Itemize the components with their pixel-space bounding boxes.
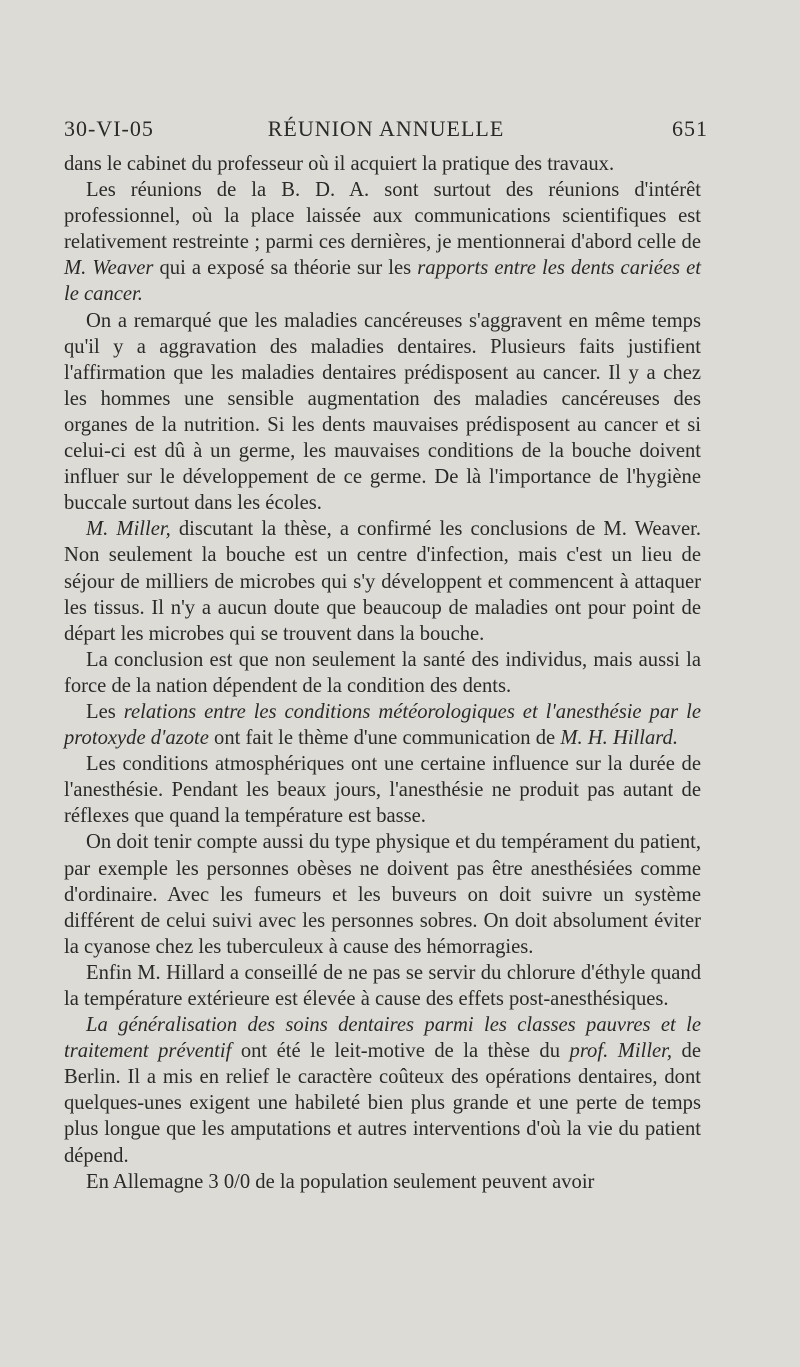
paragraph (64, 1169, 701, 1195)
italic-text: rapports entre les dents cariées et le cancer. (64, 257, 701, 306)
text-run: Les réunions de la B. D. A. sont surtout des réunions d'intérêt professionnel, où la place laissée aux communications scientifiques est relativement restreinte ; parmi ces dernières, je mentionnerai d'abord celle de (64, 179, 701, 254)
paragraph (64, 647, 701, 699)
italic-text: M. H. Hillard. (560, 727, 678, 750)
italic-text: La généralisation des soins dentaires parmi les classes pauvres et le traitement préventif (64, 1014, 701, 1063)
body-text (64, 151, 701, 1195)
text-run: de Berlin. Il a mis en relief le caractère coûteux des opérations dentaires, dont quelques-unes exigent une habileté bien plus grande et une perte de temps plus longue que les amputations et autres interventions d'où la vie du patient dépend. (64, 1040, 701, 1167)
running-header (64, 116, 708, 150)
text-run: En Allemagne 3 0/0 de la population seulement peuvent avoir (86, 1170, 595, 1193)
text-run: ont été le leit-motive de la thèse du (231, 1040, 570, 1063)
text-run: discutant la thèse, a confirmé les conclusions de M. Weaver. Non seulement la bouche est un centre d'infection, mais c'est un lieu de séjour de milliers de microbes qui s'y développent et commencent à attaquer les tissus. Il n'y a aucun doute que beaucoup de maladies ont pour point de départ les microbes qui se trouvent dans la bouche. (64, 518, 701, 645)
page-number: 651 (672, 116, 708, 141)
text-run: La conclusion est que non seulement la santé des individus, mais aussi la force de la nation dépendent de la condition des dents. (64, 648, 701, 697)
italic-text: relations entre les conditions météorologiques et l'anesthésie par le protoxyde d'azote (64, 700, 701, 750)
italic-text: M. Weaver (64, 257, 154, 280)
text-run: dans le cabinet du professeur où il acquiert la pratique des travaux. (64, 153, 615, 175)
paragraph (64, 516, 701, 646)
paragraph (64, 960, 701, 1012)
paragraph (64, 151, 701, 177)
paragraph (64, 751, 701, 829)
paragraph (64, 177, 701, 307)
text-run: Les (86, 700, 124, 723)
text-run: ont fait le thème d'une communication de (208, 727, 561, 750)
text-run: Les conditions atmosphériques ont une certaine influence sur la durée de l'anesthésie. Pendant les beaux jours, l'anesthésie ne produit pas autant de réflexes que quand la température est basse. (64, 753, 701, 828)
text-run: qui a exposé sa théorie sur les (153, 257, 418, 280)
paragraph (64, 1012, 701, 1169)
italic-text: M. Miller, (86, 518, 171, 541)
text-run: Enfin M. Hillard a conseillé de ne pas se servir du chlorure d'éthyle quand la température extérieure est élevée à cause des effets post-anesthésiques. (64, 961, 701, 1010)
text-run: On doit tenir compte aussi du type physique et du tempérament du patient, par exemple les personnes obèses ne doivent pas être anesthésiées comme d'ordinaire. Avec les fumeurs et les buveurs on doit suivre un système différent de celui suivi avec les personnes sobres. On doit absolument éviter la cyanose chez les tuberculeux à cause des hémorragies. (64, 831, 701, 958)
paragraph (64, 829, 701, 959)
paragraph (64, 699, 701, 751)
header-date: 30-VI-05 (64, 116, 154, 141)
paragraph (64, 308, 701, 517)
header-title: RÉUNION ANNUELLE (267, 116, 505, 141)
italic-text: prof. Miller, (569, 1040, 673, 1063)
text-run: On a remarqué que les maladies cancéreuses s'aggravent en même temps qu'il y a aggravation des maladies dentaires. Plusieurs faits justifient l'affirmation que les maladies dentaires prédisposent au cancer. Il y a chez les hommes une sensible augmentation des maladies cancéreuses des organes de la nutrition. Si les dents mauvaises prédisposent au cancer et si celui-ci est dû à un germe, les mauvaises conditions de la bouche doivent influer sur le développement de ce germe. De là l'importance de l'hygiène buccale surtout dans les écoles. (64, 309, 701, 515)
